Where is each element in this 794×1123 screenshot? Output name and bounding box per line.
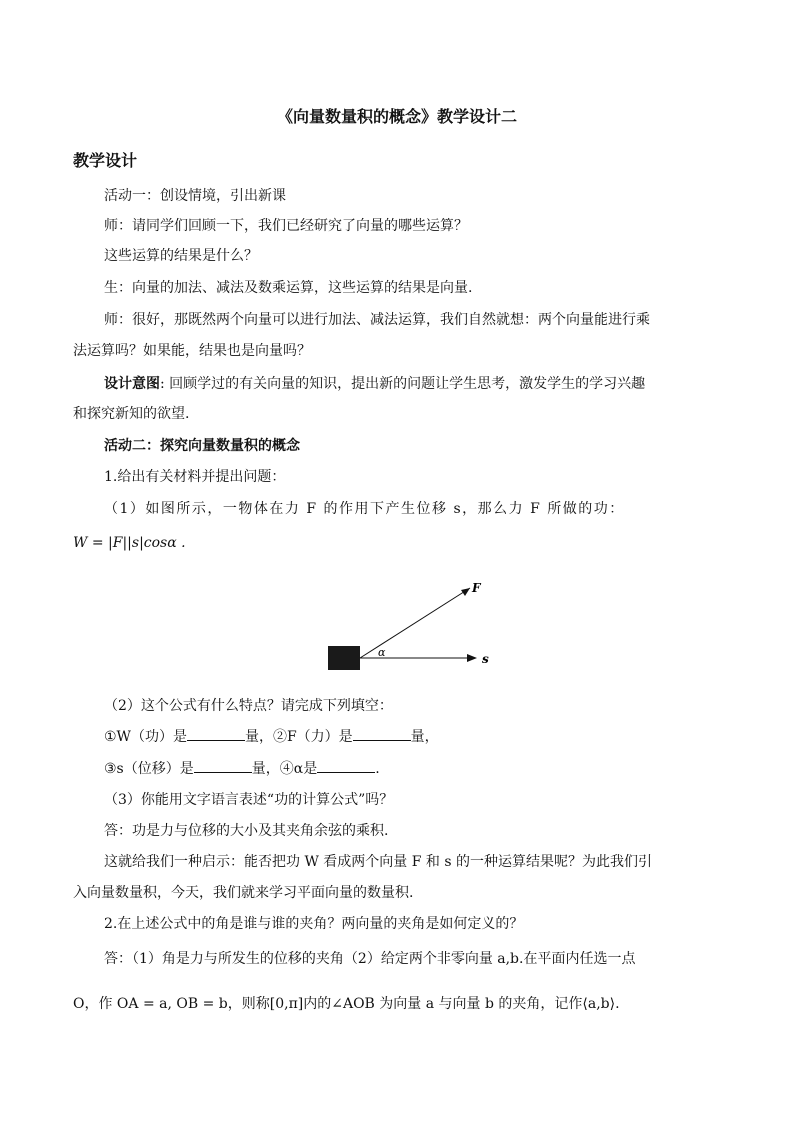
document-title: 《向量数量积的概念》教学设计二 — [276, 107, 517, 126]
fill2-part-c: . — [375, 761, 380, 777]
question3: （3）你能用文字语言表述“功的计算公式”吗？ — [104, 792, 394, 808]
object-block — [328, 646, 360, 670]
force-label: F — [472, 581, 481, 595]
fill-blank-1[interactable] — [187, 726, 245, 741]
fill-line-1 — [104, 726, 439, 747]
item1: 1.给出有关材料并提出问题： — [104, 469, 286, 485]
fill-blank-4[interactable] — [317, 758, 375, 773]
design-intent-text-2: 和探究新知的欲望. — [73, 406, 190, 422]
hint-line-2: 入向量数量积，今天，我们就来学习平面向量的数量积. — [73, 885, 414, 901]
force-arrowhead — [461, 588, 470, 596]
fill1-part-a: ①W（功）是 — [104, 729, 187, 745]
fill-line-2 — [104, 758, 380, 779]
answer2-line-2: O，作 OA = a, OB = b，则称[0,π]内的∠AOB 为向量 a 与向量 b 的夹角，记作⟨a,b⟩. — [73, 996, 620, 1012]
section-heading: 教学设计 — [73, 151, 138, 170]
fill2-part-b: 量，④α是 — [251, 761, 318, 777]
question1-line: （1）如图所示，一物体在力 F 的作用下产生位移 s，那么力 F 所做的功： — [104, 501, 625, 517]
fill2-part-a: ③s（位移）是 — [104, 761, 194, 777]
answer3: 答：功是力与位移的大小及其夹角余弦的乘积. — [104, 823, 389, 839]
fill-blank-2[interactable] — [353, 726, 411, 741]
activity1-heading: 活动一：创设情境，引出新课 — [104, 188, 286, 204]
fill1-part-c: 量， — [410, 729, 439, 745]
work-formula: W = |F||s|cosα . — [73, 535, 186, 551]
teacher-question-2: 这些运算的结果是什么？ — [104, 248, 258, 264]
force-displacement-figure — [322, 576, 502, 676]
displacement-label: s — [482, 652, 489, 666]
angle-label: α — [378, 646, 386, 659]
force-vector-line — [360, 588, 470, 658]
hint-line-1: 这就给我们一种启示：能否把功 W 看成两个向量 F 和 s 的一种运算结果呢？为此我们引 — [104, 854, 652, 870]
design-intent-line — [104, 374, 645, 394]
teacher-followup-2: 法运算吗？如果能，结果也是向量吗？ — [73, 343, 311, 359]
design-intent-label: 设计意图 — [104, 376, 160, 392]
displacement-arrowhead — [467, 654, 477, 662]
fill1-part-b: 量，②F（力）是 — [244, 729, 353, 745]
answer2-line-1: 答：（1）角是力与所发生的位移的夹角（2）给定两个非零向量 a,b.在平面内任选一点 — [104, 951, 636, 967]
teacher-question: 师：请同学们回顾一下，我们已经研究了向量的哪些运算？ — [104, 218, 468, 234]
fill-blank-3[interactable] — [194, 758, 252, 773]
item2: 2.在上述公式中的角是谁与谁的夹角？两向量的夹角是如何定义的？ — [104, 916, 524, 932]
student-answer: 生：向量的加法、减法及数乘运算，这些运算的结果是向量. — [104, 280, 473, 296]
teacher-followup-1: 师：很好，那既然两个向量可以进行加法、减法运算，我们自然就想：两个向量能进行乘 — [104, 312, 650, 328]
question2: （2）这个公式有什么特点？请完成下列填空： — [104, 698, 393, 714]
activity2-heading: 活动二：探究向量数量积的概念 — [104, 438, 300, 454]
design-intent-text: : 回顾学过的有关向量的知识，提出新的问题让学生思考，激发学生的学习兴趣 — [160, 376, 646, 392]
